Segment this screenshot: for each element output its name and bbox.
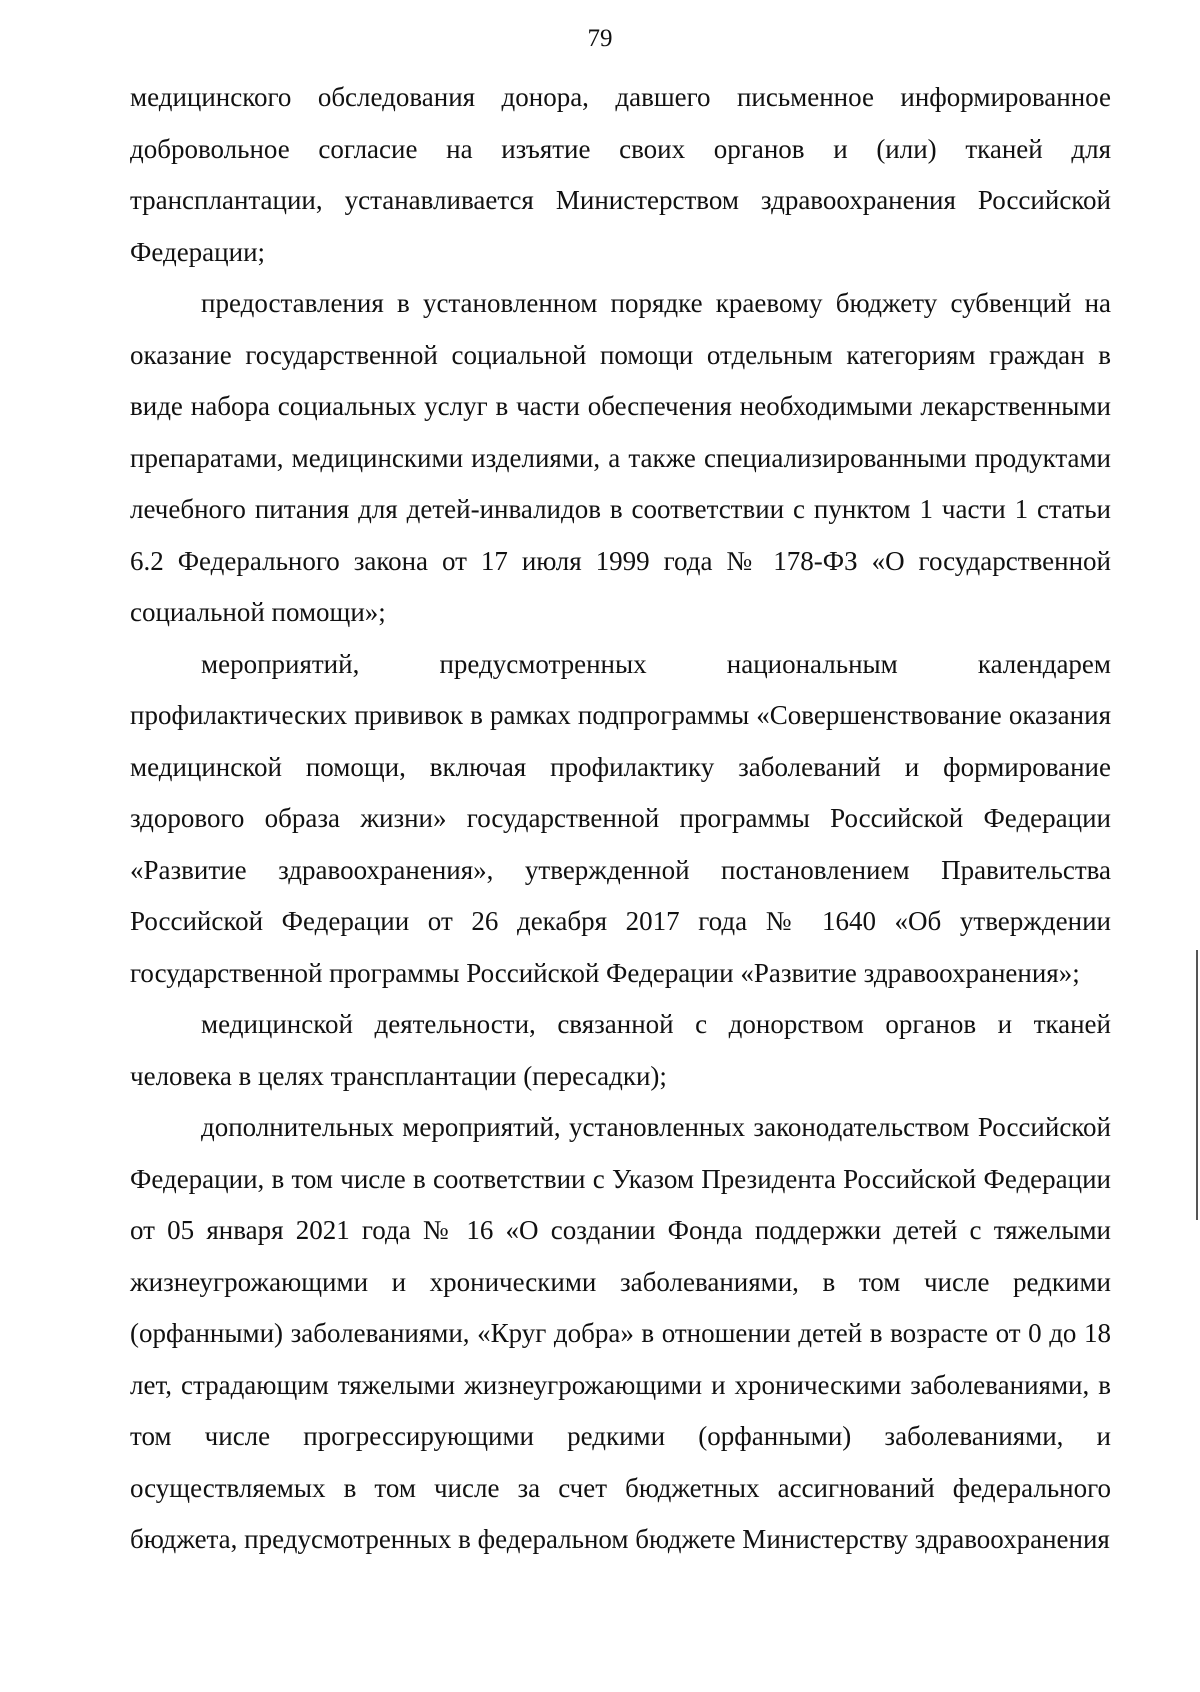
paragraph-subventions: предоставления в установленном порядке краевому бюджету субвенций на оказание государственной социальной помощи отдельным категориям граждан в виде набора социальных услуг в части обеспечения необходимыми лекарственными препаратами, медицинскими изделиями, а также специализированными продуктами лечебного питания для детей-инвалидов в соответствии с пунктом 1 части 1 статьи 6.2 Федерального закона от 17 июля 1999 года № 178-ФЗ «О государственной социальной помощи»;: [130, 288, 1111, 627]
paragraph-additional-measures: дополнительных мероприятий, установленных законодательством Российской Федерации, в том числе в соответствии с Указом Президента Российской Федерации от 05 января 2021 года № 16 «О создании Фонда поддержки детей с тяжелыми жизнеугрожающими и хроническими заболеваниями, в том числе редкими (орфанными) заболеваниями, «Круг добра» в отношении детей в возрасте от 0 до 18 лет, страдающим тяжелыми жизнеугрожающими и хроническими заболеваниями, в том числе прогрессирующими редкими (орфанными) заболеваниями, и осуществляемых в том числе за счет бюджетных ассигнований федерального бюджета, предусмотренных в федеральном бюджете Министерству здравоохранения: [130, 1112, 1111, 1554]
paragraph-organ-donation: медицинской деятельности, связанной с донорством органов и тканей человека в целях трансплантации (пересадки);: [130, 1009, 1111, 1091]
paragraph-donor-examination: медицинского обследования донора, давшего письменное информированное добровольное согласие на изъятие своих органов и (или) тканей для трансплантации, устанавливается Министерством здравоохранения Российской Федерации;: [130, 82, 1111, 267]
document-body: [130, 72, 1111, 1566]
scan-edge-mark: [1196, 950, 1198, 1220]
paragraph-vaccination-calendar: мероприятий, предусмотренных национальным календарем профилактических прививок в рамках подпрограммы «Совершенствование оказания медицинской помощи, включая профилактику заболеваний и формирование здорового образа жизни» государственной программы Российской Федерации «Развитие здравоохранения», утвержденной постановлением Правительства Российской Федерации от 26 декабря 2017 года № 1640 «Об утверждении государственной программы Российской Федерации «Развитие здравоохранения»;: [130, 648, 1111, 988]
page-number: 79: [587, 25, 613, 52]
